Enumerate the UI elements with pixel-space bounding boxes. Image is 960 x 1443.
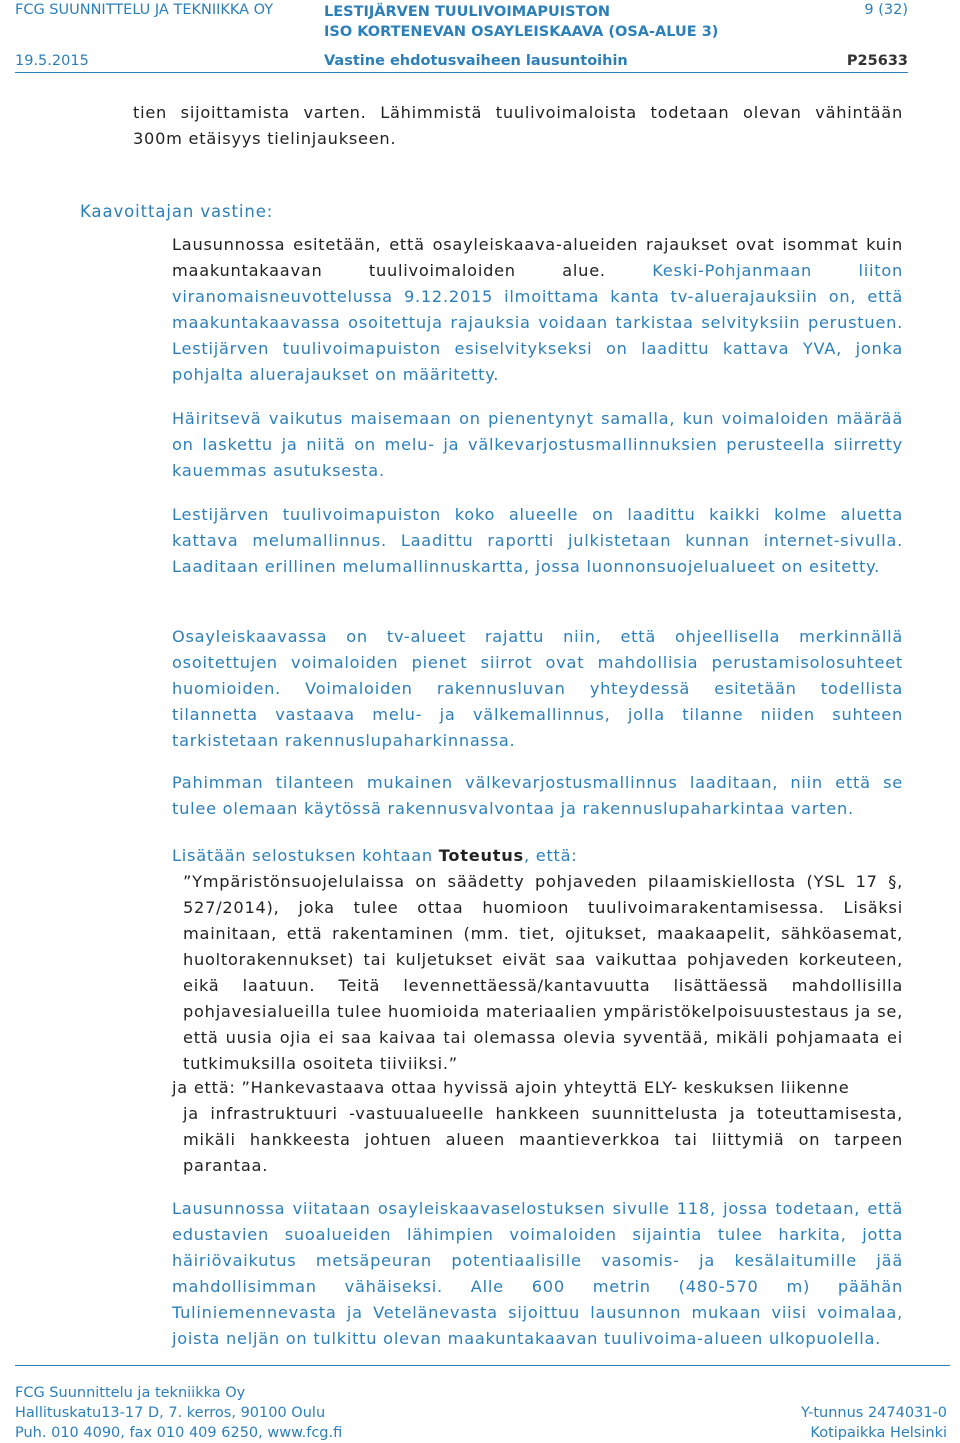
- header-company: FCG SUUNNITTELU JA TEKNIIKKA OY: [15, 2, 274, 18]
- section-heading: Kaavoittajan vastine:: [80, 202, 274, 221]
- quote-block-2: ja infrastruktuuri -vastuualueelle hankkeen suunnittelusta ja toteuttamisesta, mikäli hankkeesta johtuen alueen maantieverkkoa tai liittymiä on tarpeen parantaa.: [183, 1104, 903, 1175]
- response-paragraph-5: Pahimman tilanteen mukainen välkevarjostusmallinnus laaditaan, niin että se tulee olemaan käytössä rakennusvalvontaa ja rakennuslupaharkintaa varten.: [172, 773, 903, 818]
- document-date: 19.5.2015: [15, 53, 89, 69]
- response-paragraph-7: Lausunnossa viitataan osayleiskaavaselostuksen sivulle 118, jossa todetaan, että edustavien suoalueiden lähimpien voimaloiden sijaintia tulee harkita, jotta häiriövaikutus metsäpeuran potentiaalisille vasomis- ja kesälaitumille jää mahdollisimman vähäiseksi. Alle 600 metrin (480-570 m) päähän Tuliniemennevasta ja Vetelänevasta sijoittuu lausunnon mukaan viisi voimalaa, joista neljän on tulkittu olevan maakuntakaavan tuulivoima-alueen ulkopuolella.: [172, 1199, 903, 1348]
- document-subtitle: Vastine ehdotusvaiheen lausuntoihin: [324, 53, 628, 69]
- response-paragraph-6-pre: Lisätään selostuksen kohtaan: [172, 846, 439, 865]
- response-paragraph-6: [172, 843, 903, 869]
- footer-contact: Puh. 010 4090, fax 010 409 6250, www.fcg.fi: [15, 1425, 343, 1441]
- response-paragraph-6-post: , että:: [523, 846, 578, 865]
- header-title-line2: ISO KORTENEVAN OSAYLEISKAAVA (OSA-ALUE 3): [324, 24, 719, 40]
- response-paragraph-3: Lestijärven tuulivoimapuiston koko alueelle on laadittu kaikki kolme aluetta kattava melumallinnus. Laadittu raportti julkistetaan kunnan internet-sivulla. Laaditaan erillinen melumallinnuskartta, jossa luonnonsuojelualueet on esitetty.: [172, 505, 903, 576]
- header-title: [324, 2, 718, 42]
- intro-paragraph: tien sijoittamista varten. Lähimmistä tuulivoimaloista todetaan olevan vähintään 300m etäisyys tielinjaukseen.: [133, 103, 903, 148]
- footer-address: Hallituskatu13-17 D, 7. kerros, 90100 Oulu: [15, 1405, 326, 1421]
- footer-company: FCG Suunnittelu ja tekniikka Oy: [15, 1385, 246, 1401]
- project-number: P25633: [846, 53, 908, 69]
- response-paragraph-4: Osayleiskaavassa on tv-alueet rajattu niin, että ohjeellisella merkinnällä osoitettujen voimaloiden pienet siirrot ovat mahdollisia perustamisolosuhteet huomioiden. Voimaloiden rakennusluvan yhteydessä esitetään todellista tilannetta vastaava melu- ja välkemallinnus, jolla tilanne niiden suhteen tarkistetaan rakennuslupaharkinnassa.: [172, 627, 903, 750]
- footer-left: [15, 1383, 342, 1443]
- footer-business-id: Y-tunnus 2474031-0: [800, 1405, 947, 1421]
- response-paragraph-2: Häiritsevä vaikutus maisemaan on pienentynyt samalla, kun voimaloiden määrää on laskettu ja niitä on melu- ja välkevarjostusmallinnuksien perusteella siirretty kauemmas asutuksesta.: [172, 409, 903, 480]
- footer-domicile: Kotipaikka Helsinki: [810, 1425, 947, 1441]
- response-paragraph-1-highlight: Keski-Pohjanmaan liiton viranomaisneuvottelussa 9.12.2015 ilmoittama kanta tv-aluerajauksiin on, että maakuntakaavassa osoitettuja rajauksia voidaan tarkistaa selvityksiin perustuen. Lestijärven tuulivoimapuiston esiselvitykseksi on laadittu kattava YVA, jonka pohjalta aluerajaukset on määritetty.: [172, 261, 903, 384]
- quote-block-1: ”Ympäristönsuojelulaissa on säädetty pohjaveden pilaamiskiellosta (YSL 17 §, 527/2014), joka tulee ottaa huomioon tuulivoimarakentamisessa. Lisäksi mainitaan, että rakentaminen (mm. tiet, ojitukset, maakaapelit, sähköasemat, huoltorakennukset) tai kuljetukset eivät saa vaikuttaa pohjaveden korkeuteen, eikä laatuun. Teitä levennettäessä/kantavuutta lisättäessä mahdollisilla pohjavesialueilla tulee huomioida materiaalien ympäristökelpoisuustestaus ja se, että uusia ojia ei saa kaivaa tai olemassa olevia syventää, mikäli pohjamaata ei tutkimuksilla osoiteta tiiviiksi.”: [183, 872, 903, 1073]
- quote-block-2-lead: ja että: ”Hankevastaava ottaa hyvissä ajoin yhteyttä ELY- keskuksen liikenne: [172, 1078, 850, 1097]
- header-title-line1: LESTIJÄRVEN TUULIVOIMAPUISTON: [324, 4, 610, 20]
- page-number: 9 (32): [864, 2, 908, 18]
- footer-right: [801, 1403, 947, 1443]
- response-paragraph-1-text: Lausunnossa esitetään, että osayleiskaava-alueiden rajaukset ovat isommat kuin maakuntakaavan tuulivoimaloiden alue.: [172, 235, 903, 280]
- response-paragraph-1: [172, 232, 903, 388]
- response-paragraph-6-bold: Toteutus: [438, 846, 524, 865]
- header-divider: [15, 72, 908, 73]
- footer-divider: [15, 1365, 950, 1366]
